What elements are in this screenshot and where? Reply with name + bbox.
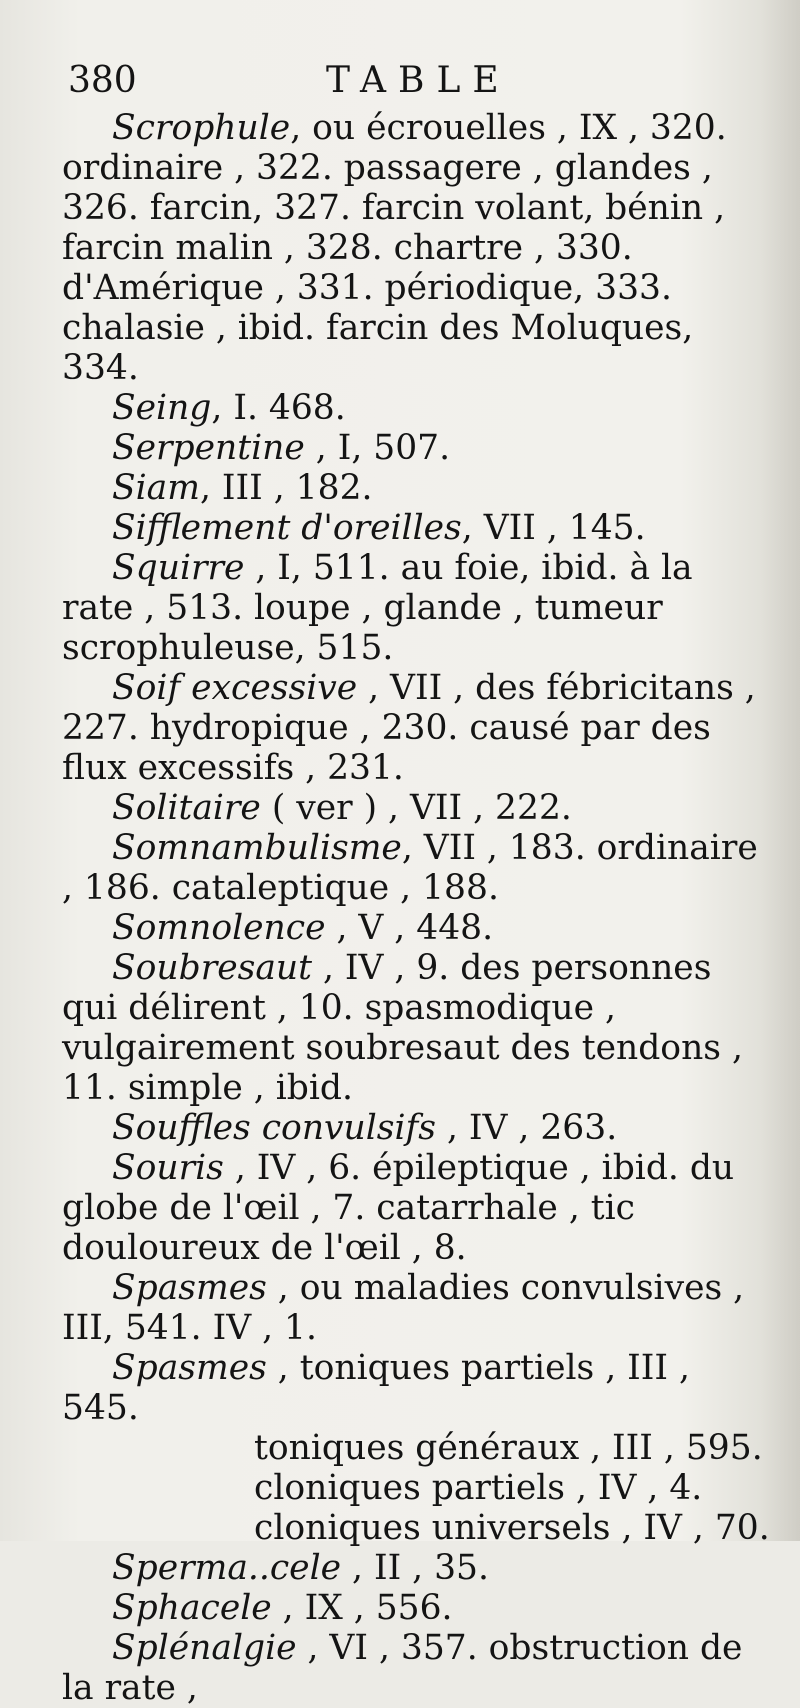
index-entry bbox=[62, 548, 770, 668]
entry-body: , IV , 9. des personnes qui délirent , 10. spasmodique , vulgairement soubresaut des tendons , 11. simple , ibid. bbox=[62, 948, 743, 1108]
entry-head: Somnambulisme bbox=[112, 828, 402, 868]
entry-body: , V , 448. bbox=[325, 908, 494, 948]
entry-head: Soubresaut bbox=[112, 948, 312, 988]
index-entry bbox=[62, 1148, 770, 1268]
entry-head: Spasmes bbox=[112, 1268, 267, 1308]
entry-head: Seing bbox=[112, 388, 212, 428]
entry-body: , II , 35. bbox=[341, 1548, 489, 1588]
entry-body: , I, 507. bbox=[304, 428, 451, 468]
entry-head: Solitaire bbox=[112, 788, 261, 828]
index-entry bbox=[62, 428, 770, 468]
entry-body: , VII , 183. ordinaire , 186. cataleptique , 188. bbox=[62, 828, 758, 908]
index-entry bbox=[62, 828, 770, 908]
sub-entry: cloniques universels , IV , 70. bbox=[254, 1508, 770, 1548]
sub-entry: cloniques partiels , IV , 4. bbox=[254, 1468, 703, 1508]
entry-head: Sperma..cele bbox=[112, 1548, 342, 1588]
entry-body: , ou maladies convulsives , III, 541. IV , 1. bbox=[62, 1268, 745, 1348]
page-header bbox=[68, 60, 788, 110]
index-entry bbox=[62, 1108, 770, 1148]
index-entry bbox=[62, 948, 770, 1108]
entry-body: , IX , 556. bbox=[271, 1588, 453, 1628]
entry-body: , I, 511. au foie, ibid. à la rate , 513. loupe , glande , tumeur scrophuleuse, 515. bbox=[62, 548, 693, 668]
entry-head: Somnolence bbox=[112, 908, 326, 948]
entry-head: Siam bbox=[112, 468, 200, 508]
entry-body: , ou écrouelles , IX , 320. ordinaire , 322. passagere , glandes , 326. farcin, 327. farcin volant, bénin , farcin malin , 328. chartre , 330. d'Amérique , 331. périodique, 333. chalasie , ibid. farcin des Moluques, 334. bbox=[62, 108, 727, 388]
entry-head: Souffles convulsifs bbox=[112, 1108, 436, 1148]
entry-head: Splénalgie bbox=[112, 1628, 297, 1668]
entry-body: , VII , des fébricitans , 227. hydropique , 230. causé par des flux excessifs , 231. bbox=[62, 668, 756, 788]
entry-head: Spasmes bbox=[112, 1348, 267, 1388]
index-entry bbox=[62, 388, 770, 428]
index-entry bbox=[62, 668, 770, 788]
entry-head: Sphacele bbox=[112, 1588, 272, 1628]
index-entry bbox=[62, 1548, 770, 1588]
entry-body: , VI , 357. obstruction de la rate , bbox=[62, 1628, 743, 1708]
entry-head: Souris bbox=[112, 1148, 224, 1188]
index-entry bbox=[62, 1348, 770, 1548]
entry-head: Serpentine bbox=[112, 428, 305, 468]
index-entry bbox=[62, 1588, 770, 1628]
index-entry bbox=[62, 468, 770, 508]
entry-body: , toniques partiels , III , 545. bbox=[62, 1348, 690, 1428]
entry-body: , VII , 145. bbox=[461, 508, 646, 548]
entry-body: , IV , 6. épileptique , ibid. du globe de l'œil , 7. catarrhale , tic douloureux de l'œil , 8. bbox=[62, 1148, 735, 1268]
index-entry bbox=[62, 108, 770, 388]
index-entries bbox=[62, 108, 770, 1708]
entry-body: , IV , 263. bbox=[436, 1108, 618, 1148]
running-title: TABLE bbox=[326, 60, 511, 101]
index-entry bbox=[62, 908, 770, 948]
index-entry bbox=[62, 508, 770, 548]
index-entry bbox=[62, 1628, 770, 1708]
sub-entry: toniques généraux , III , 595. bbox=[254, 1428, 763, 1468]
index-entry bbox=[62, 788, 770, 828]
entry-body: , I. 468. bbox=[211, 388, 346, 428]
entry-head: Sifflement d'oreilles bbox=[112, 508, 462, 548]
index-entry bbox=[62, 1268, 770, 1348]
entry-head: Squirre bbox=[112, 548, 245, 588]
entry-body: ( ver ) , VII , 222. bbox=[260, 788, 572, 828]
entry-body: , III , 182. bbox=[199, 468, 373, 508]
entry-head: Soif excessive bbox=[112, 668, 358, 708]
entry-head: Scrophule bbox=[112, 108, 291, 148]
page-number: 380 bbox=[68, 60, 137, 101]
